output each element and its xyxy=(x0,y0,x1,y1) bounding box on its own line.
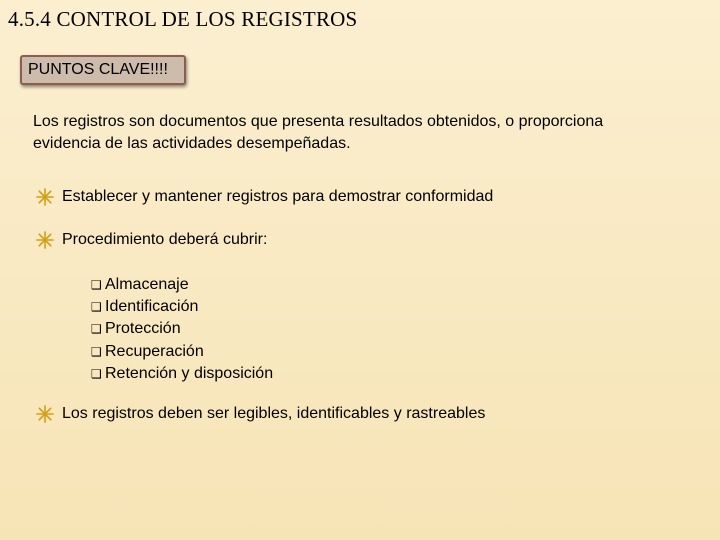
star-icon xyxy=(36,231,54,249)
sub-list-item-text: Protección xyxy=(105,320,181,338)
q-checkbox-icon: ❑ xyxy=(91,322,102,337)
intro-paragraph: Los registros son documentos que presenta resultados obtenidos, o proporciona evidencia de las actividades desempeñadas. xyxy=(33,113,604,152)
sub-list-item xyxy=(91,274,273,296)
sub-list-item xyxy=(91,363,273,385)
star-icon xyxy=(36,188,54,206)
key-points-badge: PUNTOS CLAVE!!!! xyxy=(20,55,186,85)
q-checkbox-icon: ❑ xyxy=(91,344,102,359)
sub-list-item-text: Retención y disposición xyxy=(105,364,274,382)
bullet-text: Procedimiento deberá cubrir: xyxy=(62,231,268,248)
sub-list-item xyxy=(91,341,273,363)
sub-list-item-text: Recuperación xyxy=(105,342,204,360)
q-checkbox-icon: ❑ xyxy=(91,366,102,381)
q-checkbox-icon: ❑ xyxy=(91,278,102,292)
sub-list-item-text: Almacenaje xyxy=(105,276,189,293)
sub-list-item xyxy=(91,318,273,340)
sub-list-item-text: Identificación xyxy=(105,298,199,316)
bullet-item xyxy=(36,405,485,423)
bullet-item xyxy=(36,188,493,206)
q-checkbox-icon: ❑ xyxy=(91,300,102,315)
bullet-text: Establecer y mantener registros para demostrar conformidad xyxy=(62,188,494,205)
sub-list-item xyxy=(91,296,273,318)
sub-list xyxy=(91,274,273,385)
bullet-item xyxy=(36,231,267,249)
page-title: 4.5.4 CONTROL DE LOS REGISTROS xyxy=(8,7,358,31)
star-icon xyxy=(36,405,54,423)
bullet-text: Los registros deben ser legibles, identificables y rastreables xyxy=(62,405,486,422)
